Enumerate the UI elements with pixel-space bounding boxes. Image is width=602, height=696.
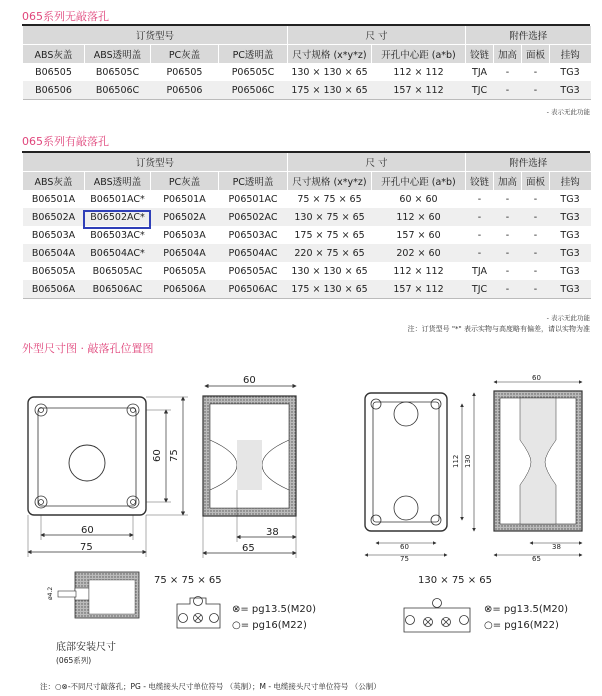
table-cell: P06504AC (219, 244, 288, 262)
section1-table (22, 26, 591, 100)
group-order-model: 订货型号 (23, 153, 288, 172)
table-cell: - (477, 193, 482, 205)
small-side-dim-38: 38 (266, 527, 279, 538)
table-cell: - (522, 280, 550, 299)
table-cell: - (477, 229, 482, 241)
small-front-dim-60: 60 (81, 525, 94, 536)
table-cell: 175 × 130 × 65 (288, 81, 372, 100)
highlight-b06502ac (83, 210, 151, 229)
large-side-dim-38: 38 (552, 543, 561, 551)
column-header: ABS透明盖 (85, 45, 151, 64)
small-front-dim-75v: 75 (169, 449, 180, 462)
column-header: PC透明盖 (219, 45, 288, 64)
table-cell: TJA (472, 265, 487, 277)
section2-title: 065系列有敲落孔 (22, 135, 109, 148)
table-cell: 130 × 130 × 65 (291, 66, 368, 78)
table-cell: B06502AC* (85, 208, 151, 226)
footnote: 注：○⊗-不同尺寸敲落孔；PG - 电缆接头尺寸单位符号 （英制）；M - 电缆接头尺寸单位符号 （公制） (40, 682, 381, 691)
column-header: 面板 (522, 172, 550, 191)
column-header: 尺寸规格 (x*y*z) (288, 172, 372, 191)
mounting-detail (58, 572, 139, 618)
table-cell: P06506A (151, 280, 219, 299)
table-cell: P06503AC (228, 229, 278, 241)
table-cell: TJC (466, 81, 494, 100)
table-cell: B06503AC* (90, 229, 145, 241)
table-cell: - (494, 208, 522, 226)
table-cell: 157 × 112 (372, 81, 466, 100)
table-cell: B06506AC (85, 280, 151, 299)
knockout-diagram-large (404, 599, 470, 633)
small-front-dim-60v: 60 (152, 449, 163, 462)
table-cell: B06505AC (92, 265, 143, 277)
table-cell: P06503A (163, 229, 206, 241)
table-cell: P06502A (151, 208, 219, 226)
caption-large-box: 130 × 75 × 65 (418, 575, 493, 586)
small-box-side-view (203, 386, 296, 558)
column-header: PC透明盖 (219, 172, 288, 191)
table-cell: TG3 (550, 208, 591, 226)
column-header: 铰链 (466, 45, 494, 64)
table-cell: 157 × 112 (372, 280, 466, 299)
table-cell: 60 × 60 (399, 193, 438, 205)
table-cell: P06505AC (228, 265, 278, 277)
group-dimensions: 尺 寸 (288, 26, 466, 45)
column-header: 铰链 (466, 172, 494, 191)
column-header: ABS透明盖 (85, 172, 151, 191)
large-side-dim-60: 60 (532, 374, 541, 382)
section2-note2: 注：订货型号 "*" 表示实物与高度略有偏差，请以实物为准 (407, 325, 590, 333)
table-cell: - (522, 81, 550, 100)
drawings-title: 外型尺寸图 · 敲落孔位置图 (22, 342, 154, 355)
table-cell: - (494, 81, 522, 100)
table-cell: - (533, 229, 538, 241)
large-front-dim-75: 75 (400, 555, 409, 563)
small-front-dim-75: 75 (80, 542, 93, 553)
table-cell: - (505, 66, 510, 78)
table-cell: TG3 (560, 193, 580, 205)
column-header: 挂钩 (550, 45, 591, 64)
legend-small-1: ⊗= pg13.5(M20) (232, 604, 317, 615)
table-cell: TJC (466, 280, 494, 299)
table-cell: B06506A (23, 280, 85, 299)
table-cell: 175 × 75 × 65 (294, 229, 365, 241)
table-cell: TG3 (560, 265, 580, 277)
large-front-dim-60: 60 (400, 543, 409, 551)
table-cell: B06505 (35, 66, 72, 78)
table-cell: B06501A (31, 193, 76, 205)
table-cell: - (522, 244, 550, 262)
table-cell: 112 × 112 (393, 66, 444, 78)
table-cell: - (505, 229, 510, 241)
table-cell: - (533, 193, 538, 205)
large-side-dim-65: 65 (532, 555, 541, 563)
table-cell: - (505, 193, 510, 205)
large-front-dim-130: 130 (464, 454, 472, 468)
table-cell: P06505A (163, 265, 206, 277)
table-cell: - (466, 244, 494, 262)
column-header: 尺寸规格 (x*y*z) (288, 45, 372, 64)
column-header: PC灰盖 (151, 45, 219, 64)
legend-large-1: ⊗= pg13.5(M20) (484, 604, 569, 615)
table-cell: B06505C (95, 66, 140, 78)
mount-dim: ø4.2 (47, 586, 54, 600)
section2-note: - 表示无此功能 (546, 314, 590, 322)
table-cell: 112 × 112 (393, 265, 444, 277)
table-cell: 112 × 60 (372, 208, 466, 226)
table-cell: P06506 (151, 81, 219, 100)
mount-sublabel: (065系列) (56, 656, 92, 665)
table-cell: 220 × 75 × 65 (288, 244, 372, 262)
legend-large-2: ○= pg16(M22) (484, 620, 559, 631)
group-dimensions: 尺 寸 (288, 153, 466, 172)
table-cell: B06504AC* (85, 244, 151, 262)
table-cell: P06504A (151, 244, 219, 262)
table-row (23, 280, 591, 299)
table-cell: - (533, 66, 538, 78)
table-cell: P06506AC (219, 280, 288, 299)
column-header: ABS灰盖 (23, 45, 85, 64)
legend-small-2: ○= pg16(M22) (232, 620, 307, 631)
table-cell: P06505C (231, 66, 275, 78)
table-row (23, 262, 591, 280)
group-accessories: 附件选择 (466, 26, 591, 45)
table-cell: TJA (472, 66, 487, 78)
table-cell: - (522, 208, 550, 226)
knockout-diagram-small (177, 597, 220, 629)
table-cell: B06502A (23, 208, 85, 226)
column-header: ABS灰盖 (23, 172, 85, 191)
table-cell: B06505A (31, 265, 76, 277)
table-cell: - (494, 280, 522, 299)
table-row (23, 81, 591, 100)
table-cell: - (494, 244, 522, 262)
table-cell: P06506C (219, 81, 288, 100)
caption-small-box: 75 × 75 × 65 (154, 575, 222, 586)
table-cell: B06504A (23, 244, 85, 262)
table-cell: B06501AC* (90, 193, 145, 205)
group-order-model: 订货型号 (23, 26, 288, 45)
table-cell: TG3 (550, 81, 591, 100)
large-box-front-view (365, 393, 474, 555)
table-cell: 130 × 130 × 65 (291, 265, 368, 277)
table-row (23, 63, 591, 81)
table-cell: - (466, 208, 494, 226)
table-cell: 157 × 60 (396, 229, 441, 241)
column-header: PC灰盖 (151, 172, 219, 191)
column-header: 加高 (494, 45, 522, 64)
column-header: 挂钩 (550, 172, 591, 191)
table-cell: - (505, 265, 510, 277)
table-cell: - (533, 265, 538, 277)
table-cell: 175 × 130 × 65 (288, 280, 372, 299)
table-cell: B06506C (85, 81, 151, 100)
large-front-dim-112: 112 (452, 454, 460, 468)
table-cell: B06506 (23, 81, 85, 100)
table-cell: P06505 (166, 66, 203, 78)
table-cell: 75 × 75 × 65 (297, 193, 362, 205)
table-row (23, 244, 591, 262)
table-cell: P06502AC (219, 208, 288, 226)
table-cell: TG3 (550, 244, 591, 262)
small-side-dim-60: 60 (243, 375, 256, 386)
table-cell: 130 × 75 × 65 (288, 208, 372, 226)
column-header: 面板 (522, 45, 550, 64)
table-cell: 202 × 60 (372, 244, 466, 262)
section1-note: - 表示无此功能 (546, 108, 590, 116)
small-side-dim-65: 65 (242, 543, 255, 554)
table-cell: P06501A (163, 193, 206, 205)
mount-label: 底部安装尺寸 (56, 642, 116, 653)
table-cell: P06501AC (228, 193, 278, 205)
table-cell: B06503A (31, 229, 76, 241)
table-cell: TG3 (560, 229, 580, 241)
column-header: 开孔中心距 (a*b) (372, 45, 466, 64)
table-cell: TG3 (560, 66, 580, 78)
table-row (23, 190, 591, 208)
section1-title: 065系列无敲落孔 (22, 10, 109, 23)
small-box-front-view (28, 397, 188, 557)
large-box-side-view (494, 382, 582, 555)
column-header: 加高 (494, 172, 522, 191)
column-header: 开孔中心距 (a*b) (372, 172, 466, 191)
table-cell: TG3 (550, 280, 591, 299)
group-accessories: 附件选择 (466, 153, 591, 172)
